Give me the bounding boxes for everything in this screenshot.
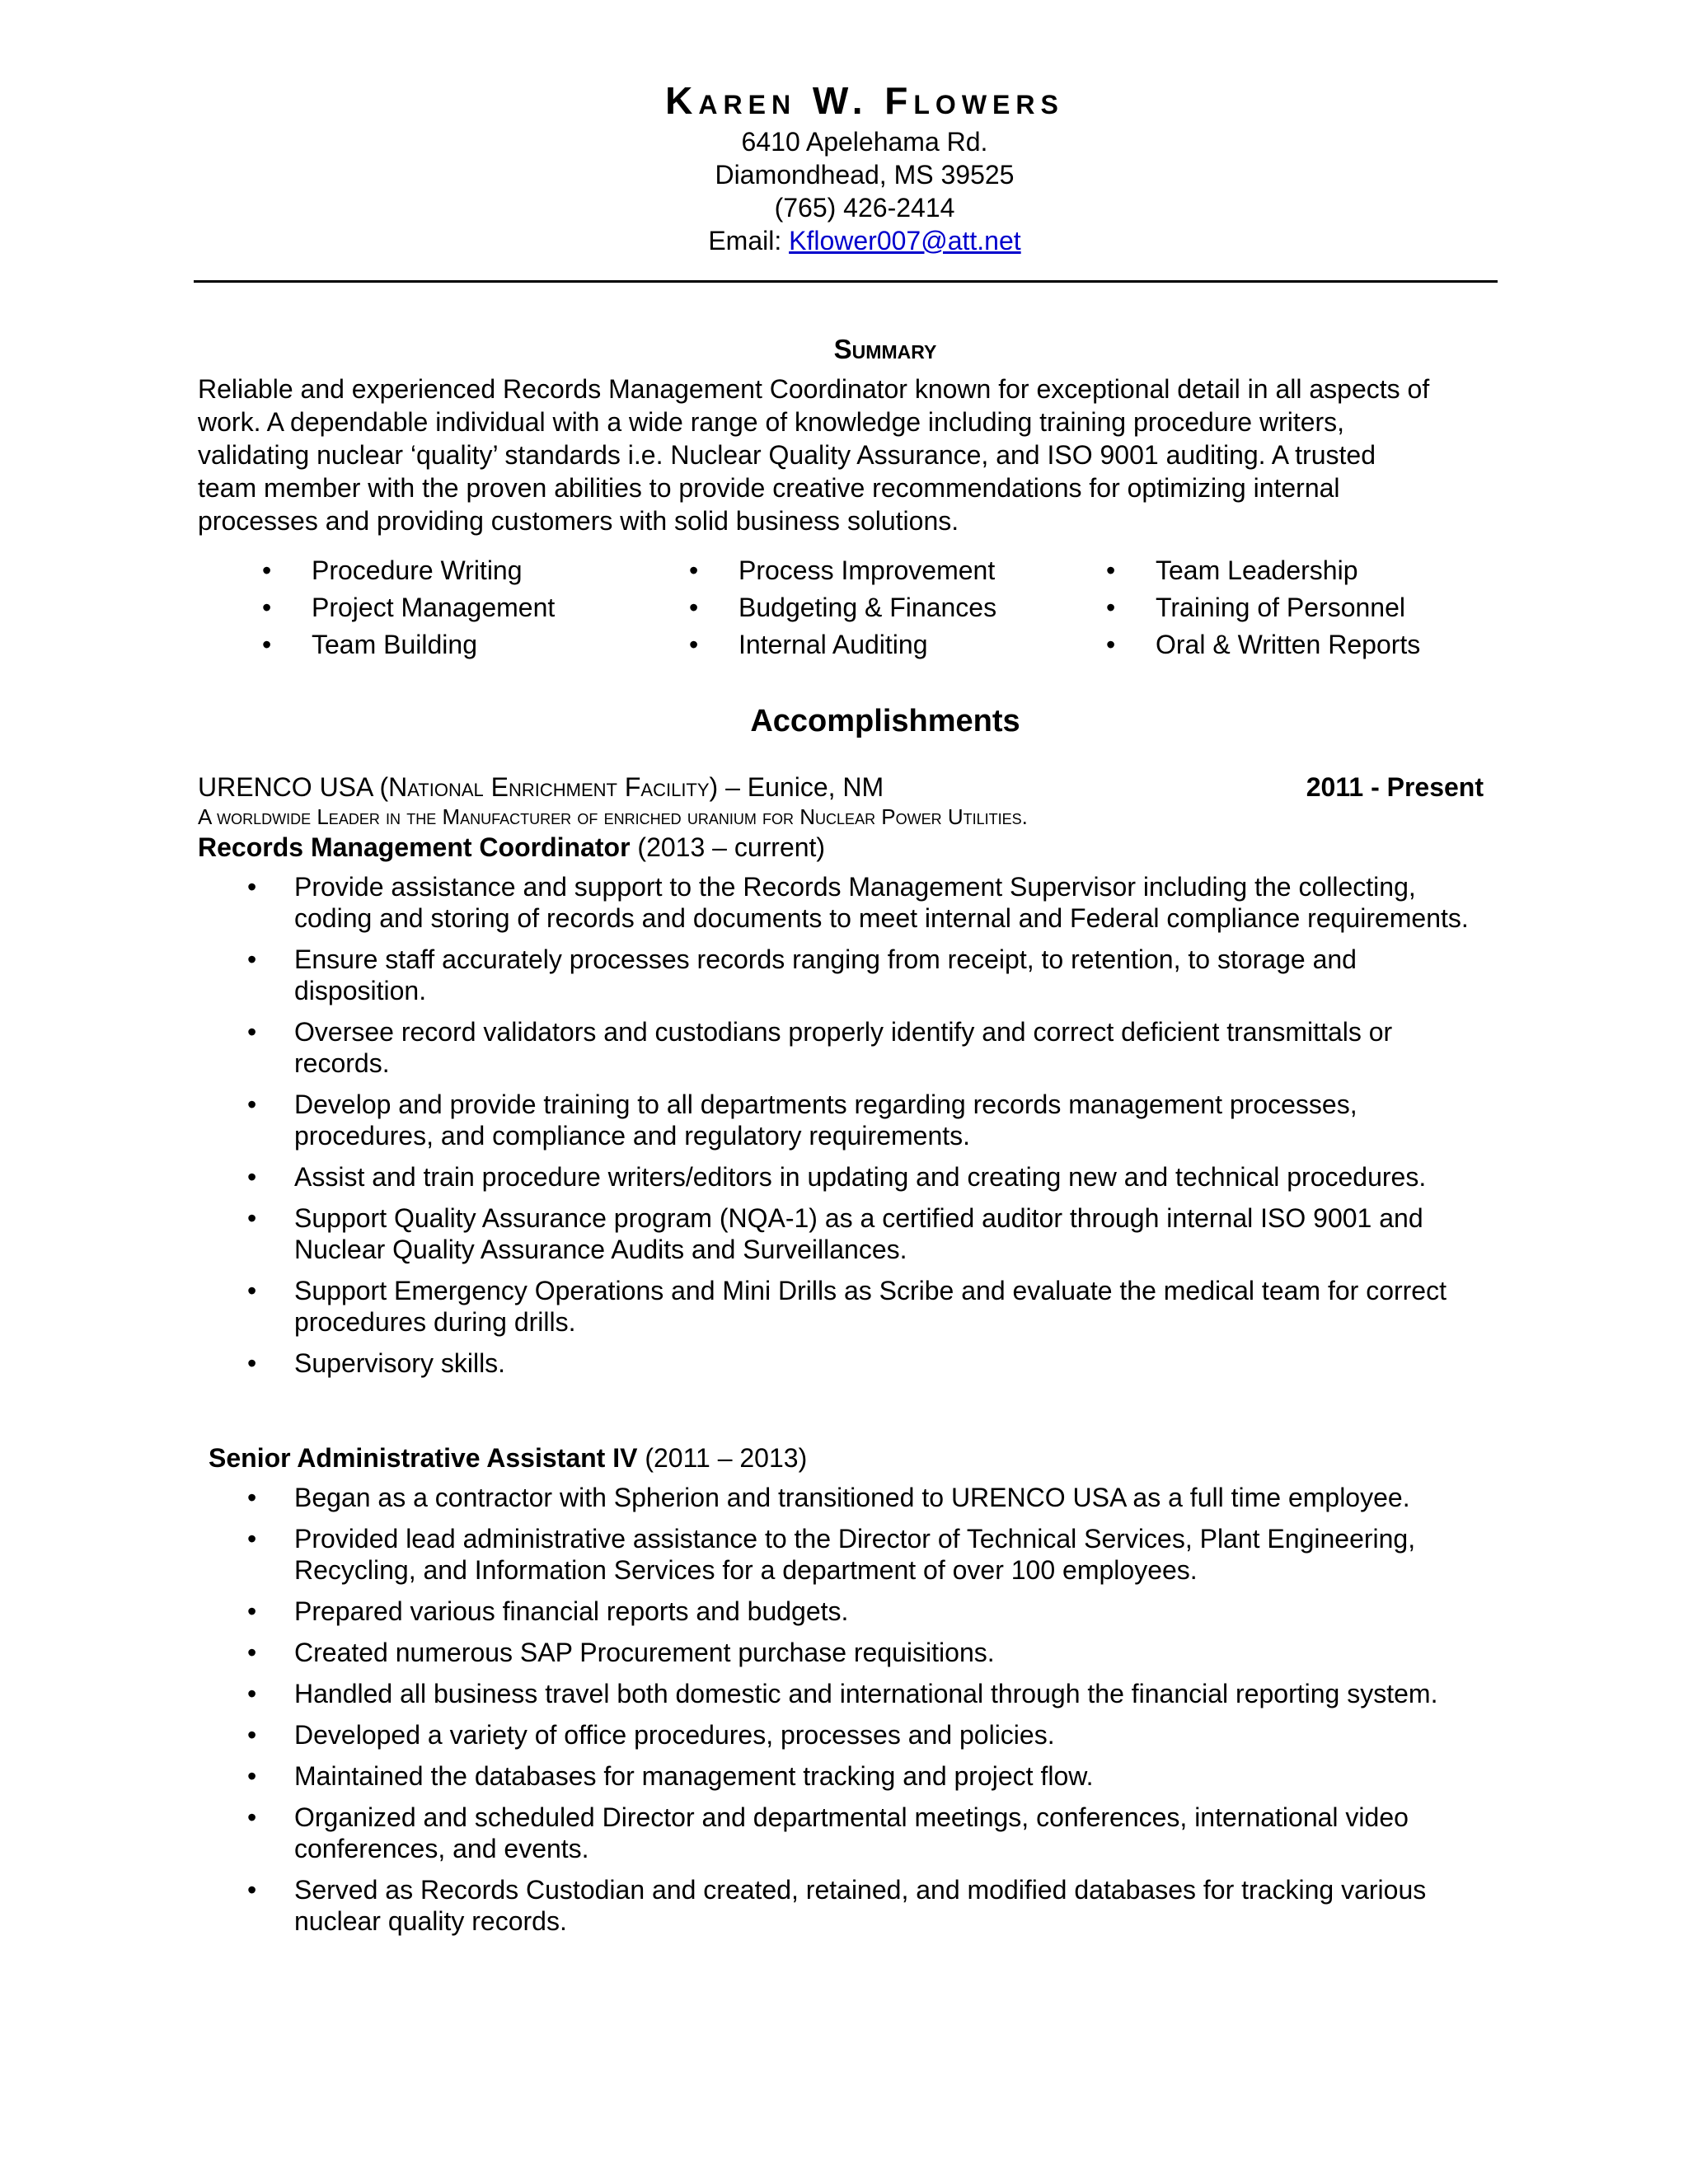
employment-dates: 2011 - Present — [1306, 772, 1484, 802]
skills-column-1 — [262, 552, 555, 663]
company-tagline: A worldwide Leader in the Manufacturer of enriched uranium for Nuclear Power Utilities. — [198, 804, 1028, 829]
skill-item: • Internal Auditing — [689, 626, 996, 663]
duty-item: • Ensure staff accurately processes records ranging from receipt, to retention, to storage and disposition. — [198, 944, 1484, 1006]
skills-column-3 — [1106, 552, 1420, 663]
job-section-records-coordinator — [198, 771, 1484, 1389]
company-name — [198, 772, 884, 802]
company-location: ) – Eunice, NM — [709, 772, 884, 802]
job-duties-list — [198, 871, 1484, 1379]
skill-item: • Procedure Writing — [262, 552, 555, 589]
address-line-2: Diamondhead, MS 39525 — [715, 160, 1015, 190]
duty-item: • Support Emergency Operations and Mini Drills as Scribe and evaluate the medical team for correct procedures during drills. — [198, 1275, 1484, 1338]
duty-item: • Develop and provide training to all departments regarding records management processes, procedures, and compliance and regulatory requirements. — [198, 1089, 1484, 1151]
summary-line: work. A dependable individual with a wide range of knowledge including training procedure writers, — [198, 407, 1345, 437]
duty-item: • Prepared various financial reports and budgets. — [198, 1596, 1484, 1627]
summary-line: validating nuclear ‘quality’ standards i.e. Nuclear Quality Assurance, and ISO 9001 auditing. A trusted — [198, 440, 1376, 470]
duty-item: • Began as a contractor with Spherion and transitioned to URENCO USA as a full time employee. — [198, 1482, 1484, 1513]
job-title-line — [198, 830, 1484, 865]
summary-line: processes and providing customers with solid business solutions. — [198, 506, 959, 536]
duty-item: • Organized and scheduled Director and departmental meetings, conferences, international video conferences, and events. — [198, 1802, 1484, 1864]
duty-item: • Support Quality Assurance program (NQA-1) as a certified auditor through internal ISO 9001 and Nuclear Quality Assurance Audits and Surveillances. — [198, 1202, 1484, 1265]
skill-item: • Budgeting & Finances — [689, 589, 996, 626]
accomplishments-heading: Accomplishments — [750, 704, 1020, 738]
duty-item: • Served as Records Custodian and created, retained, and modified databases for tracking various nuclear quality records. — [198, 1874, 1484, 1937]
skill-item: • Project Management — [262, 589, 555, 626]
email-line — [41, 224, 1688, 257]
duty-item: • Supervisory skills. — [198, 1347, 1484, 1379]
job-period: (2013 – current) — [630, 832, 826, 862]
company-facility: National Enrichment Facility — [388, 772, 710, 802]
skill-item: • Training of Personnel — [1106, 589, 1420, 626]
duty-item: • Handled all business travel both domestic and international through the financial reporting system. — [198, 1678, 1484, 1709]
job-title: Senior Administrative Assistant IV — [209, 1443, 638, 1473]
duty-item: • Created numerous SAP Procurement purchase requisitions. — [198, 1637, 1484, 1668]
summary-paragraph — [198, 373, 1500, 537]
job-period: (2011 – 2013) — [637, 1443, 808, 1473]
summary-line: team member with the proven abilities to provide creative recommendations for optimizing internal — [198, 473, 1340, 503]
company-line — [198, 771, 1484, 804]
phone-number: (765) 426-2414 — [774, 193, 955, 223]
duty-item: • Oversee record validators and custodians properly identify and correct deficient transmittals or records. — [198, 1016, 1484, 1079]
summary-line: Reliable and experienced Records Management Coordinator known for exceptional detail in all aspects of — [198, 374, 1430, 404]
job-duties-list — [198, 1482, 1484, 1937]
summary-heading: Summary — [833, 334, 937, 364]
resume-header — [0, 76, 1688, 257]
company-name-prefix: URENCO USA ( — [198, 772, 389, 802]
skill-item: • Team Leadership — [1106, 552, 1420, 589]
header-divider — [194, 280, 1498, 283]
duty-item: • Provided lead administrative assistance to the Director of Technical Services, Plant Engineering, Recycling, and Information Services for a department of over 100 employees. — [198, 1523, 1484, 1586]
address-line-1: 6410 Apelehama Rd. — [741, 127, 988, 157]
skill-item: • Team Building — [262, 626, 555, 663]
email-link[interactable]: Kflower007@att.net — [789, 226, 1021, 255]
candidate-name: Karen W. Flowers — [665, 79, 1064, 122]
skill-item: • Oral & Written Reports — [1106, 626, 1420, 663]
email-label: Email: — [708, 226, 790, 255]
skills-column-2 — [689, 552, 996, 663]
job-title: Records Management Coordinator — [198, 832, 631, 862]
skill-item: • Process Improvement — [689, 552, 996, 589]
duty-item: • Developed a variety of office procedures, processes and policies. — [198, 1719, 1484, 1750]
job-section-senior-admin — [198, 1441, 1484, 1947]
duty-item: • Provide assistance and support to the Records Management Supervisor including the collecting, coding and storing of records and documents to meet internal and Federal compliance requirements. — [198, 871, 1484, 934]
duty-item: • Assist and train procedure writers/editors in updating and creating new and technical procedures. — [198, 1161, 1484, 1193]
duty-item: • Maintained the databases for management tracking and project flow. — [198, 1760, 1484, 1792]
job-title-line — [198, 1441, 1484, 1475]
